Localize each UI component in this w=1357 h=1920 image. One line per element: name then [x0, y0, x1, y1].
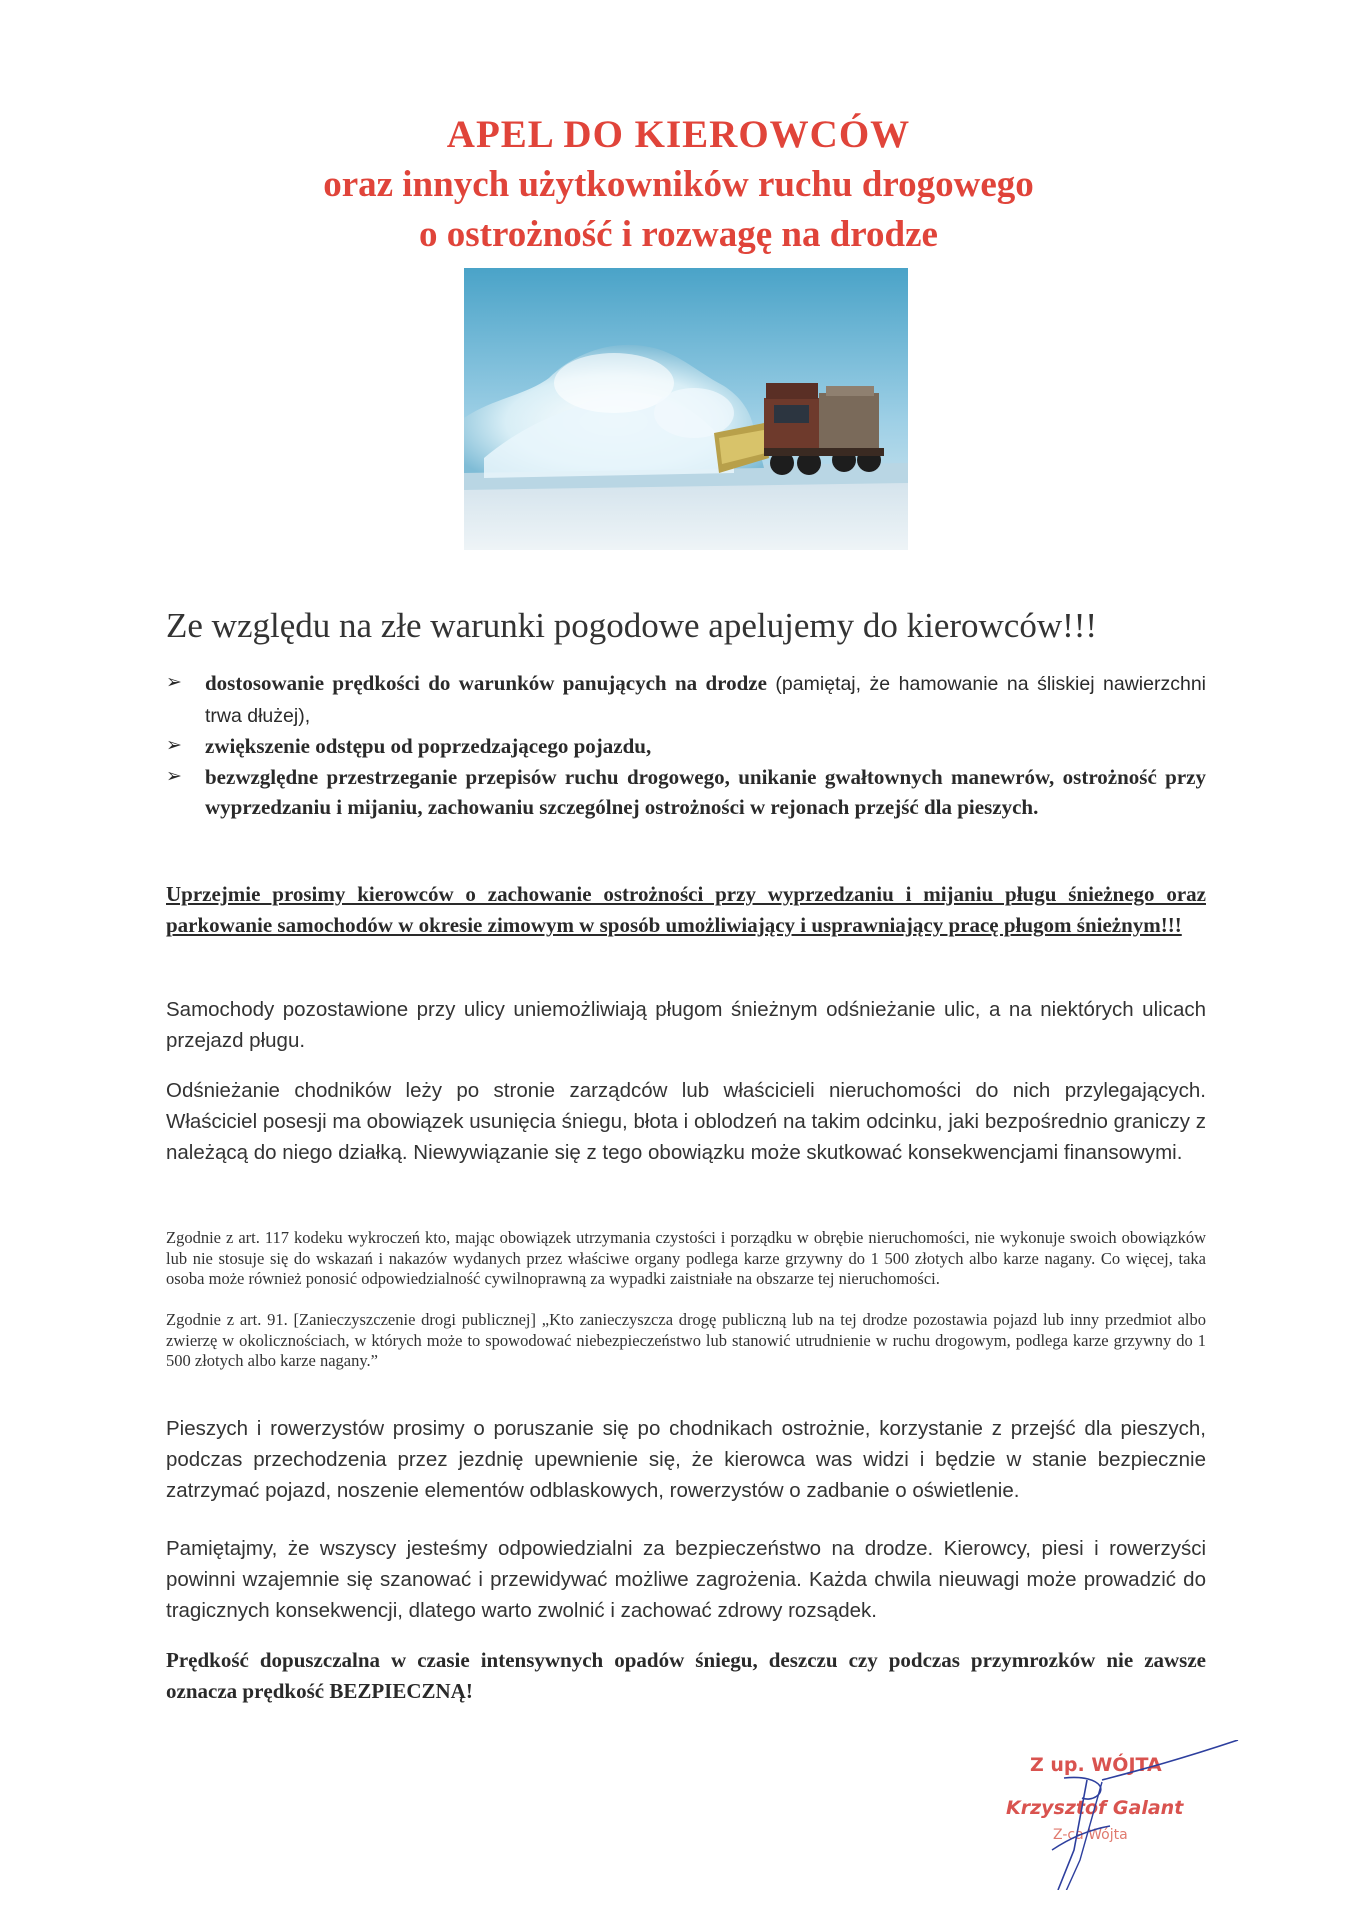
title-line-2: oraz innych użytkowników ruchu drogowego — [323, 164, 1034, 205]
paragraph-parked-cars: Samochody pozostawione przy ulicy uniemożliwiają pługom śnieżnym odśnieżanie ulic, a na niektórych ulicach przejazd pługu. — [166, 998, 1206, 1052]
final-speed-warning: Prędkość dopuszczalna w czasie intensywnych opadów śniegu, deszczu czy podczas przymrozków nie zawsze oznacza prędkość BEZPIECZNĄ! — [166, 1648, 1206, 1703]
underlined-appeal: Uprzejmie prosimy kierowców o zachowanie ostrożności przy wyprzedzaniu i mijaniu pługu śnieżnego oraz parkowanie samochodów w okresie zimowym w sposób umożliwiający i usprawniający pracę pługom śnieżnym!!! — [166, 882, 1206, 937]
title-line-3: o ostrożność i rozwagę na drodze — [419, 214, 938, 255]
appeal-bullet-list — [166, 668, 1206, 823]
arrow-bullet-icon: ➢ — [166, 735, 182, 756]
bullet-bold-text: dostosowanie prędkości do warunków panujących na drodze — [205, 671, 767, 695]
arrow-bullet-icon: ➢ — [166, 765, 182, 787]
legal-note-art-91: Zgodnie z art. 91. [Zanieczyszczenie drogi publicznej] „Kto zanieczyszcza drogę publiczną lub na tej drodze pozostawia pojazd lub inny przedmiot albo zwierzę w okolicznościach, w których może to spowodować niebezpieczeństwo lub stanowić utrudnienie w ruchu drogowym, podlega karze grzywny do 1 500 złotych albo karze nagany.” — [166, 1310, 1206, 1371]
stamp-line-3: Z-ca Wójta — [1053, 1827, 1128, 1843]
bullet-item — [166, 668, 1206, 731]
bullet-item — [166, 762, 1206, 823]
title-line-1: APEL DO KIEROWCÓW — [446, 113, 911, 156]
stamp-line-1: Z up. WÓJTA — [1030, 1754, 1162, 1776]
stamp-line-2: Krzysztof Galant — [1006, 1797, 1184, 1819]
bullet-bold-text: bezwzględne przestrzeganie przepisów ruchu drogowego, unikanie gwałtownych manewrów, ostrożność przy wyprzedzaniu i mijaniu, zachowaniu szczególnej ostrożności w rejonach przejść dla pieszych. — [205, 764, 1206, 819]
arrow-bullet-icon: ➢ — [166, 672, 182, 693]
handwritten-signature — [992, 1740, 1242, 1890]
lead-heading: Ze względu na złe warunki pogodowe apelujemy do kierowców!!! — [166, 606, 1098, 645]
paragraph-sidewalk-clearing: Odśnieżanie chodników leży po stronie zarządców lub właścicieli nieruchomości do nich przylegających. Właściciel posesji ma obowiązek usunięcia śniegu, błota i oblodzeń na takim odcinku, jaki bezpośrednio graniczy z należącą do niego działką. Niewywiązanie się z tego obowiązku może skutkować konsekwencjami finansowymi. — [166, 1079, 1206, 1164]
paragraph-responsibility: Pamiętajmy, że wszyscy jesteśmy odpowiedzialni za bezpieczeństwo na drodze. Kierowcy, piesi i rowerzyści powinni wzajemnie się szanować i przewidywać możliwe zagrożenia. Każda chwila nieuwagi może prowadzić do tragicznych konsekwencji, dlatego warto zwolnić i zachować zdrowy rozsądek. — [166, 1537, 1206, 1622]
bullet-item — [166, 731, 1206, 762]
paragraph-pedestrians-cyclists: Pieszych i rowerzystów prosimy o poruszanie się po chodnikach ostrożnie, korzystanie z przejść dla pieszych, podczas przechodzenia przez jezdnię upewnienie się, że kierowca was widzi i będzie w stanie bezpiecznie zatrzymać pojazd, noszenie elementów odblaskowych, rowerzystów o zadbanie o oświetlenie. — [166, 1417, 1206, 1502]
bullet-rest-text: (pamiętaj, że hamowanie na śliskiej nawierzchni trwa dłużej), — [205, 673, 1206, 727]
bullet-bold-text: zwiększenie odstępu od poprzedzającego pojazdu, — [205, 734, 652, 758]
snow-plow-photo — [464, 268, 908, 550]
legal-note-art-117: Zgodnie z art. 117 kodeku wykroczeń kto, mając obowiązek utrzymania czystości i porządku w obrębie nieruchomości, nie wykonuje swoich obowiązków lub nie stosuje się do wskazań i nakazów wydanych przez właściwe organy podlega karze grzywny do 1 500 złotych albo karze nagany. Co więcej, taka osoba może również ponosić odpowiedzialność cywilnoprawną za wypadki zaistniałe na obszarze tej nieruchomości. — [166, 1228, 1206, 1289]
